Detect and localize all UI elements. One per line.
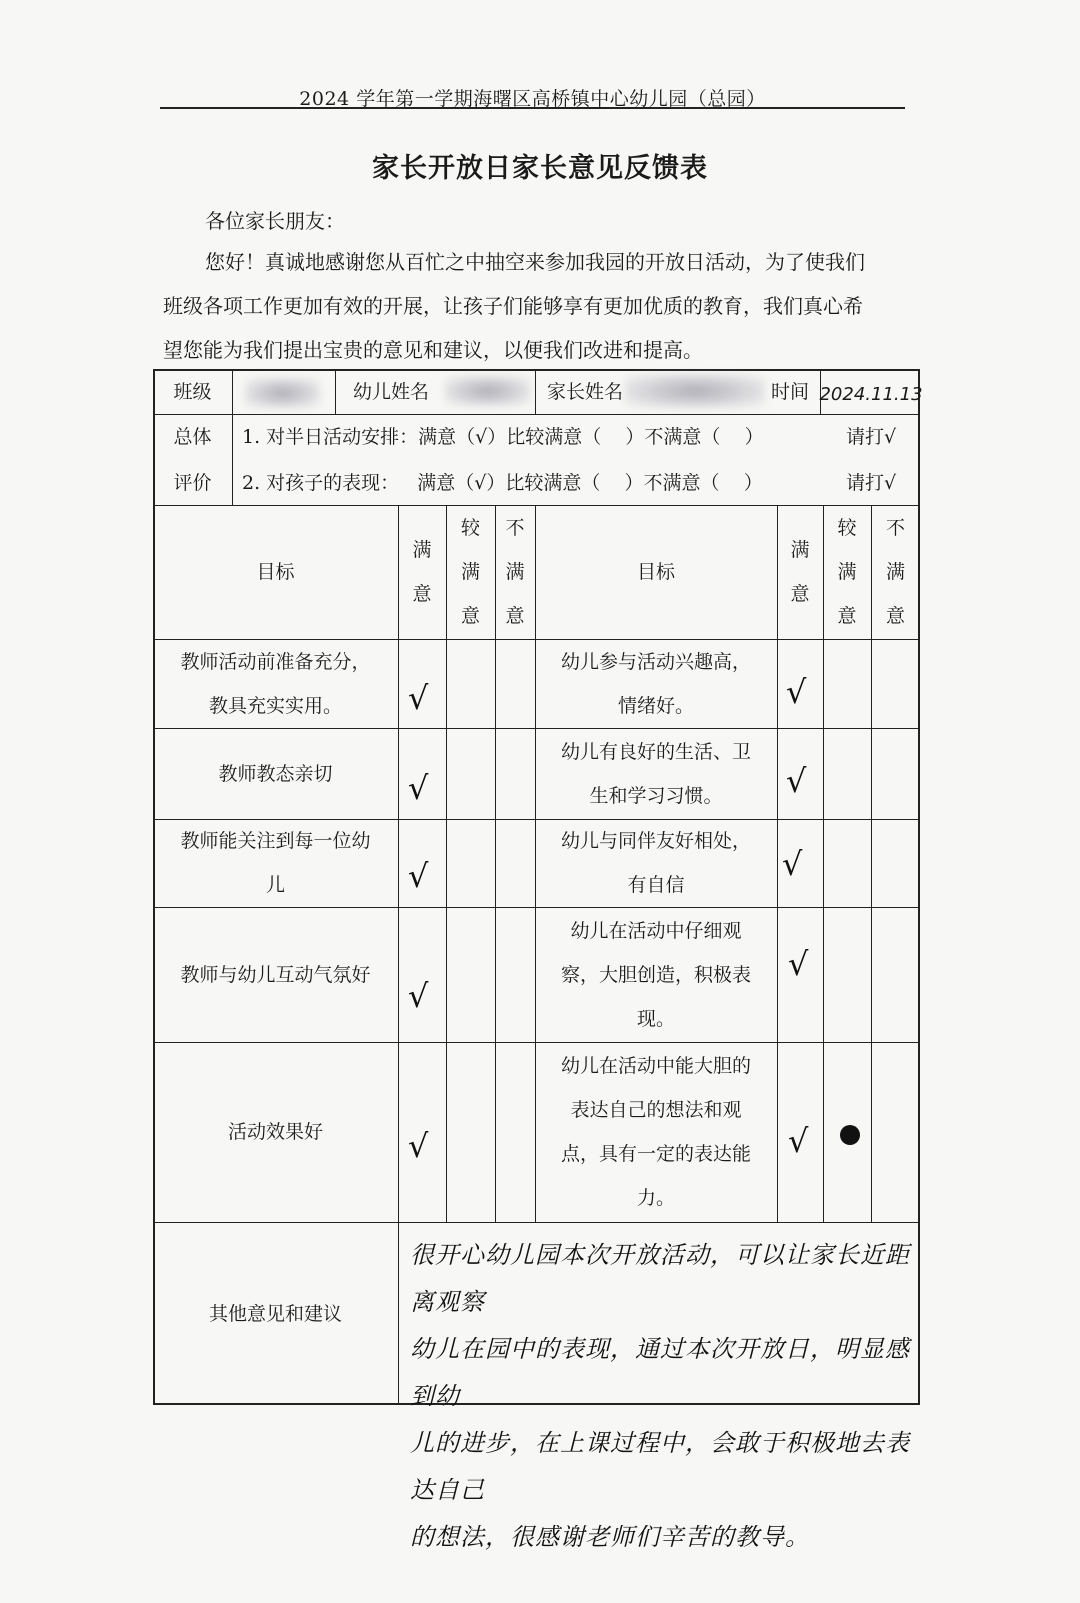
- goal-header-right: 目标: [636, 561, 675, 583]
- check-mark: √: [786, 762, 807, 800]
- goal-child-peers: 幼儿与同伴友好相处， 有自信: [560, 830, 751, 896]
- intro-line-1: 您好！真诚地感谢您从百忙之中抽空来参加我园的开放日活动，为了使我们: [205, 250, 865, 274]
- check-mark: √: [788, 945, 809, 983]
- intro-line-3: 望您能为我们提出宝贵的意见和建议，以便我们改进和提高。: [163, 338, 703, 362]
- check-mark: √: [786, 673, 807, 711]
- check-mark: √: [408, 857, 429, 895]
- check-mark: √: [408, 769, 429, 807]
- overall-hint-2: 请打√: [845, 471, 897, 494]
- overall-question-1: 1. 对半日活动安排：满意（√）比较满意（ ）不满意（ ）: [242, 426, 764, 448]
- parent-name-label: 家长姓名: [547, 380, 624, 403]
- ink-blot: [840, 1125, 860, 1145]
- goal-teacher-attention: 教师能关注到每一位幼 儿: [180, 830, 371, 896]
- redacted-child-name: [445, 376, 530, 406]
- satisfied-header-right: 满 意: [790, 539, 810, 605]
- goal-child-habits: 幼儿有良好的生活、卫 生和学习习惯。: [560, 740, 751, 807]
- page-title: 家长开放日家长意见反馈表: [372, 153, 708, 184]
- time-value: 2024.11.13: [819, 383, 923, 405]
- satisfied-header-left: 满 意: [412, 539, 432, 605]
- goal-child-expression: 幼儿在活动中能大胆的 表达自己的想法和观 点，具有一定的表达能 力。: [560, 1055, 751, 1209]
- check-mark: √: [408, 977, 429, 1015]
- overall-hint-1: 请打√: [845, 426, 897, 448]
- class-label: 班级: [173, 380, 212, 403]
- goal-activity-effect: 活动效果好: [227, 1121, 323, 1143]
- check-mark: √: [782, 845, 803, 883]
- handwritten-suggestions: 很开心幼儿园本次开放活动，可以让家长近距离观察 幼儿在园中的表现，通过本次开放日，明显感到幼 儿的进步，在上课过程中，会敢于积极地去表达自己 的想法，很感谢老师们辛苦的教导。: [410, 1241, 910, 1551]
- col-divider: [398, 505, 399, 1405]
- overall-question-2: 2. 对孩子的表现： 满意（√）比较满意（ ）不满意（ ）: [242, 471, 763, 494]
- child-name-label: 幼儿姓名: [352, 380, 429, 403]
- fairly-header-left: 较 满 意: [460, 517, 480, 627]
- greeting: 各位家长朋友：: [205, 209, 345, 233]
- goal-child-observation: 幼儿在活动中仔细观 察，大胆创造，积极表 现。: [560, 919, 751, 1030]
- fairly-header-right: 较 满 意: [837, 517, 857, 627]
- goal-teacher-manner: 教师教态亲切: [218, 762, 333, 785]
- suggestions-label: 其他意见和建议: [208, 1302, 342, 1325]
- redacted-class: [245, 378, 320, 408]
- check-mark: √: [408, 679, 429, 717]
- check-mark: √: [788, 1122, 809, 1160]
- unsatisfied-header-left: 不 满 意: [505, 517, 525, 627]
- overall-label-top: 总体: [173, 426, 212, 448]
- time-label: 时间: [770, 380, 809, 403]
- goal-child-interest: 幼儿参与活动兴趣高， 情绪好。: [560, 650, 751, 717]
- overall-label-bottom: 评价: [173, 471, 212, 494]
- goal-teacher-interaction: 教师与幼儿互动气氛好: [180, 963, 371, 986]
- goal-teacher-preparation: 教师活动前准备充分， 教具充实实用。: [180, 650, 371, 717]
- intro-line-2: 班级各项工作更加有效的开展，让孩子们能够享有更加优质的教育，我们真心希: [163, 294, 863, 318]
- redacted-parent-name: [625, 374, 765, 408]
- header-line: 2024 学年第一学期海曙区高桥镇中心幼儿园（总园）: [299, 88, 766, 110]
- header-divider: [160, 107, 905, 109]
- unsatisfied-header-right: 不 满 意: [885, 517, 905, 627]
- goal-header-left: 目标: [256, 561, 295, 583]
- check-mark: √: [408, 1127, 429, 1165]
